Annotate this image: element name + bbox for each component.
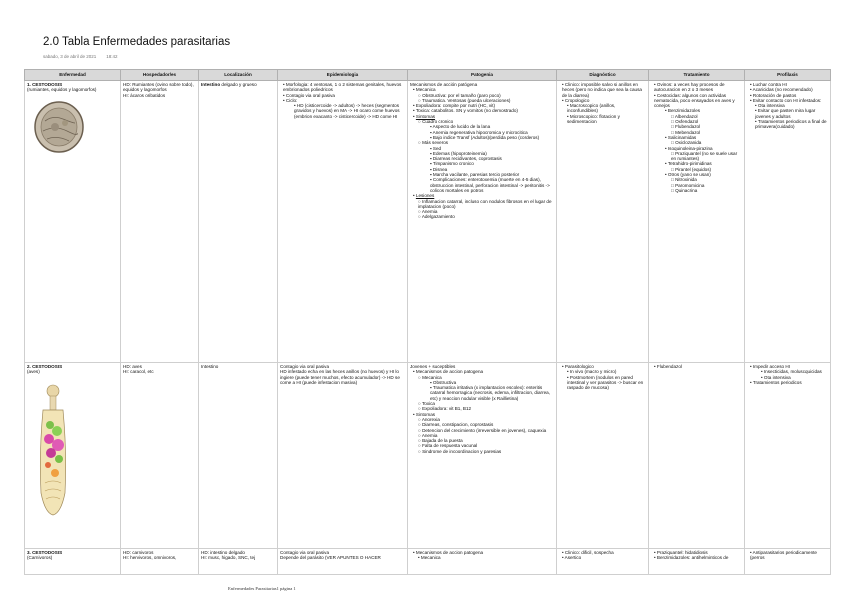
list-item: • Lesiones [413,193,435,199]
header-profilaxis: Profilaxis [745,70,831,81]
location-text: Intestino [201,364,219,369]
cell-patogenia [408,549,557,575]
cell-diagnostico [557,363,649,549]
location-text: delgado y grueso [220,82,257,87]
cell-profilaxis [745,549,831,575]
list-item: ○ Anemia [418,432,438,438]
list-item: ○ Falta de respuesta vacunal [418,443,478,449]
list-item: □ Pirantel (equidos) [671,166,712,172]
disease-name: 3. CESTODOSIS [27,550,63,555]
list-item: • Acaricidas (no recomendado) [750,87,813,93]
list-item: ○ Toxica [418,401,435,407]
host-line: HD: aves [123,364,142,369]
list-item: • Ota intensiva [761,374,791,380]
list-item: □ Oxfendazol [671,119,699,125]
list-item: • Flubendazol [654,364,682,369]
cell-epidemiologia [278,81,408,363]
cell-localizacion [199,549,278,575]
cell-enfermedad [25,363,121,549]
cell-diagnostico [557,81,649,363]
header-patogenia: Patogenia [408,70,557,81]
header-hospedador: Hospedador/es [121,70,199,81]
parasite-illustration [33,101,85,153]
list-item: • Clinico: imposible salvo si anillos en heces (pero no indica que sea la causa de la diarrea) [562,82,642,98]
date-text: sabado, 3 de abril de 2021 [43,54,97,59]
list-item: □ Quinacrina [671,187,698,193]
list-item: • Isoquinoleina-pirazina [665,145,713,151]
list-item: • Asertico [562,555,582,561]
list-item: • Parasitologico [562,364,594,369]
list-item: • Insecticidas, moluscquicidas [761,369,822,375]
list-item: ▪ Anemia regenerativa hipocromica y microcitica [430,129,528,135]
disease-subtitle: (Carnivoros) [27,555,53,561]
cell-hospedador [121,81,199,363]
list-item: Jovenes + suceptibles [410,364,456,369]
list-item: ○ Adelgazamiento [418,214,455,220]
list-item: • HD (cisticercoide -> adultos) -> heces (segmentos gravidos y huevos) en MA -> HI ocaro come huevos (embrion exacanto -> cisticercoide) -> HD come HI [294,103,400,119]
list-item: • Evitar contacto con HI infestados: [750,97,822,103]
host-line: HD: carnivoros [123,550,154,555]
cell-diagnostico [557,549,649,575]
header-epidemiologia: Epidemiologia [278,70,408,81]
cell-hospedador [121,549,199,575]
location-text: HD: intestino delgado [201,550,245,555]
list-item: ○ Expoliadora: vit B1, B12 [418,406,472,412]
header-tratamiento: Tratamiento [649,70,745,81]
list-item: • Sintomas [413,113,436,119]
disease-name: 1. CESTODOSIS [27,82,63,87]
list-item: • Tetrahidro-pirimidinas [665,161,712,167]
cell-localizacion [199,81,278,363]
cell-tratamiento [649,81,745,363]
location-text: HI: musc, higado, SNC, tej [201,555,256,561]
list-item: • In vivo (macro y micro) [567,369,617,375]
header-localizacion: Localización [199,70,278,81]
list-item: ▪ Obstructiva [430,379,457,385]
list-item: • Sintomas [413,411,436,417]
list-item: ▪ Timpanismo cronico [430,161,474,167]
list-item: □ Mebendazol [671,129,701,135]
list-item: ▪ Aspecto de lucido de la lana [430,124,491,130]
list-item: ▪ Marcha vacilante, paresias tercio posterior [430,172,520,178]
list-item: ○ Bajada de la puesta [418,438,463,444]
time-text: 18:42 [106,54,118,59]
list-item: □ Nitroxinida [671,177,697,183]
table-header-row [25,70,831,81]
list-item: • Toxica: catabolitos. SN y vomitos (no demostrado) [413,108,518,114]
list-item: ▪ Edemas (hipoproteinemia) [430,150,487,156]
list-item: ○ Detencion del crecimiento (irreversible en jovenes), caquexia [418,427,547,433]
header-diagnostico: Diagnóstico [557,70,649,81]
list-item: ○ Anorexia [418,416,440,422]
list-item: Mecanismos de acción patógena [410,82,478,87]
list-item: ○ Inflamacion catarral, incluso con nodulos fibrosos en el lugar de implatacion (poco) [418,198,552,209]
location-bold: Intestino [201,82,221,87]
host-line: HI: ácaros oribatidos [123,92,166,98]
host-line: HI: caracol, etc [123,369,154,375]
list-item: Contagio via oral pasiva [280,364,330,369]
list-item: • Ovinos: a veces hay procesos de autocuracion en 2 o 3 meses [654,82,725,93]
list-item: □ Oxiclozanida [671,140,702,146]
list-item: • Tratamientos periodicos a final de primavera(cuidado) [755,119,827,130]
cell-localizacion [199,363,278,549]
list-item: • Microscopico: flotacion y sedimentacion [567,113,620,125]
disease-subtitle: (aves) [27,369,40,375]
cell-tratamiento [649,549,745,575]
list-item: • Ciclo: [283,97,298,103]
disease-name: 2. CESTODOSIS [27,364,63,369]
list-item: • Salicinamidas [665,134,697,140]
list-item: • Cestocidas: algunos con actividas nematocida, poco ensayados en aves y conejos [654,92,735,109]
disease-subtitle: (rumiantes, equidos y lagomorfos) [27,87,97,93]
list-item: ▪ Sed [430,145,442,151]
list-item: • Morfologia: 4 ventosas, 1 o 2 sistemas genitales, huevos embrionados poliedricos [283,82,402,93]
list-item: ○ Cuadro cronico [418,119,454,125]
table-row [25,549,831,575]
list-item: □ Albendazol [671,113,698,119]
list-item: • Rotoración de pastos [750,92,797,98]
list-item: • Luchar contra HI [750,82,787,87]
page-date [43,54,128,59]
list-item: ○ Anemia [418,209,438,215]
list-item: • Expoliadora: compite por nutri (HC, vit) [413,103,496,109]
list-item: Depende del parásito (VER APUNTES O HACER [280,555,381,561]
host-line: HI: hervivoros, omnivoros, [123,555,177,561]
list-item: ▪ Diarreas recidivantes, coprostasis [430,156,502,162]
list-item: • Tratamientos periodicos [750,379,802,385]
list-item: • Postmortem (nodulos en pared intestinal y ver parasitos -> buscar en raspado de mucosa) [567,374,644,391]
host-line: HD: Rumiantes (ovino sobre todo), equidos y lagomorfos [123,82,194,93]
list-item: • Clinico: dificil, sospecha [562,550,614,555]
list-item: ○ Mecanica [418,374,442,380]
list-item: • Impedir acceso HI [750,364,790,369]
list-item: • Otros (yano se usan) [665,172,711,178]
list-item: • Cropologico [562,97,590,103]
list-item: □ Paromomicina [671,182,705,188]
list-item: ○ Obstructiva: por el tamaño (paro poco) [418,92,501,98]
parasite-illustration [33,383,73,518]
page-title: 2.0 Tabla Enfermedades parasitarias [43,36,231,48]
list-item: • Antiparasitarios periodicamente (perros [750,550,817,561]
list-item: Contagio via oral pasiva [280,550,330,555]
list-item: • Mecanica [413,87,436,93]
cell-epidemiologia [278,549,408,575]
list-item: ▪ Bajo indice Transf (Adultos)/perdida peso (corderos) [430,134,540,140]
list-item: • Mecanismos de accion patogena [413,369,484,375]
disease-table [24,69,831,575]
cell-patogenia [408,81,557,363]
cell-enfermedad [25,81,121,363]
list-item: • Benzimidazoles: antihelminticos de [654,555,729,561]
list-item: ○ Más severos [418,140,449,146]
list-item: • Mecanismos de accion patogena [413,550,484,555]
cell-patogenia [408,363,557,549]
list-item: ▪ Disnea [430,166,448,172]
page-footer: Enfermedades Parasitarias1 página 1 [228,586,296,591]
cell-hospedador [121,363,199,549]
header-enfermedad: Enfermedad [25,70,121,81]
list-item: • Mecanica [418,555,441,561]
cell-profilaxis [745,363,831,549]
list-item: • Praziquantel: hidatidiosis [654,550,708,555]
list-item: • Contagio via oral pasiva [283,92,335,98]
list-item: ○ Sindrome de incoordinacion y paresias [418,448,502,454]
cell-tratamiento [649,363,745,549]
list-item: □ Flubendazol [671,124,701,130]
list-item: □ Praziquantel (no se suele usar en rumiantes) [671,150,738,162]
table-row [25,81,831,363]
list-item: HD infestado echa en las heces anillos (no huevos) y HI lo ingiere (puede tener muchos, efecto acumulador) -> HD se come a HI (puede infestacion masiva) [280,369,400,385]
table-row [25,363,831,549]
list-item: • Benzimidazoles [665,108,701,114]
list-item: ▪ Traumatica irritativa (x implantacion escolex): enteritis catarral hemorragica (necrosis, edema, infiltracion, diarrea, etc) y reaccion nodular visible (x Raillietina) [430,385,550,401]
list-item: • Ota intensiva [755,103,785,109]
list-item: • Macroscopico (anillos, inconfundibles) [567,103,616,114]
list-item: • Evitar que pasten mira lugar jovenes y adultos [755,108,816,119]
list-item: ▪ Complicaciones: enterotoxemia (muerte en 4-5 dias), obstruccion intestinal, perforacion intestinal -> peritonitis -> colicos mortales en potros [430,177,550,193]
cell-profilaxis [745,81,831,363]
list-item: ○ Diarreas, constipacion, coprostasis [418,422,494,428]
cell-epidemiologia [278,363,408,549]
cell-enfermedad [25,549,121,575]
list-item: ○ Traumatica. Ventosas (pueda ulceraciones) [418,97,511,103]
